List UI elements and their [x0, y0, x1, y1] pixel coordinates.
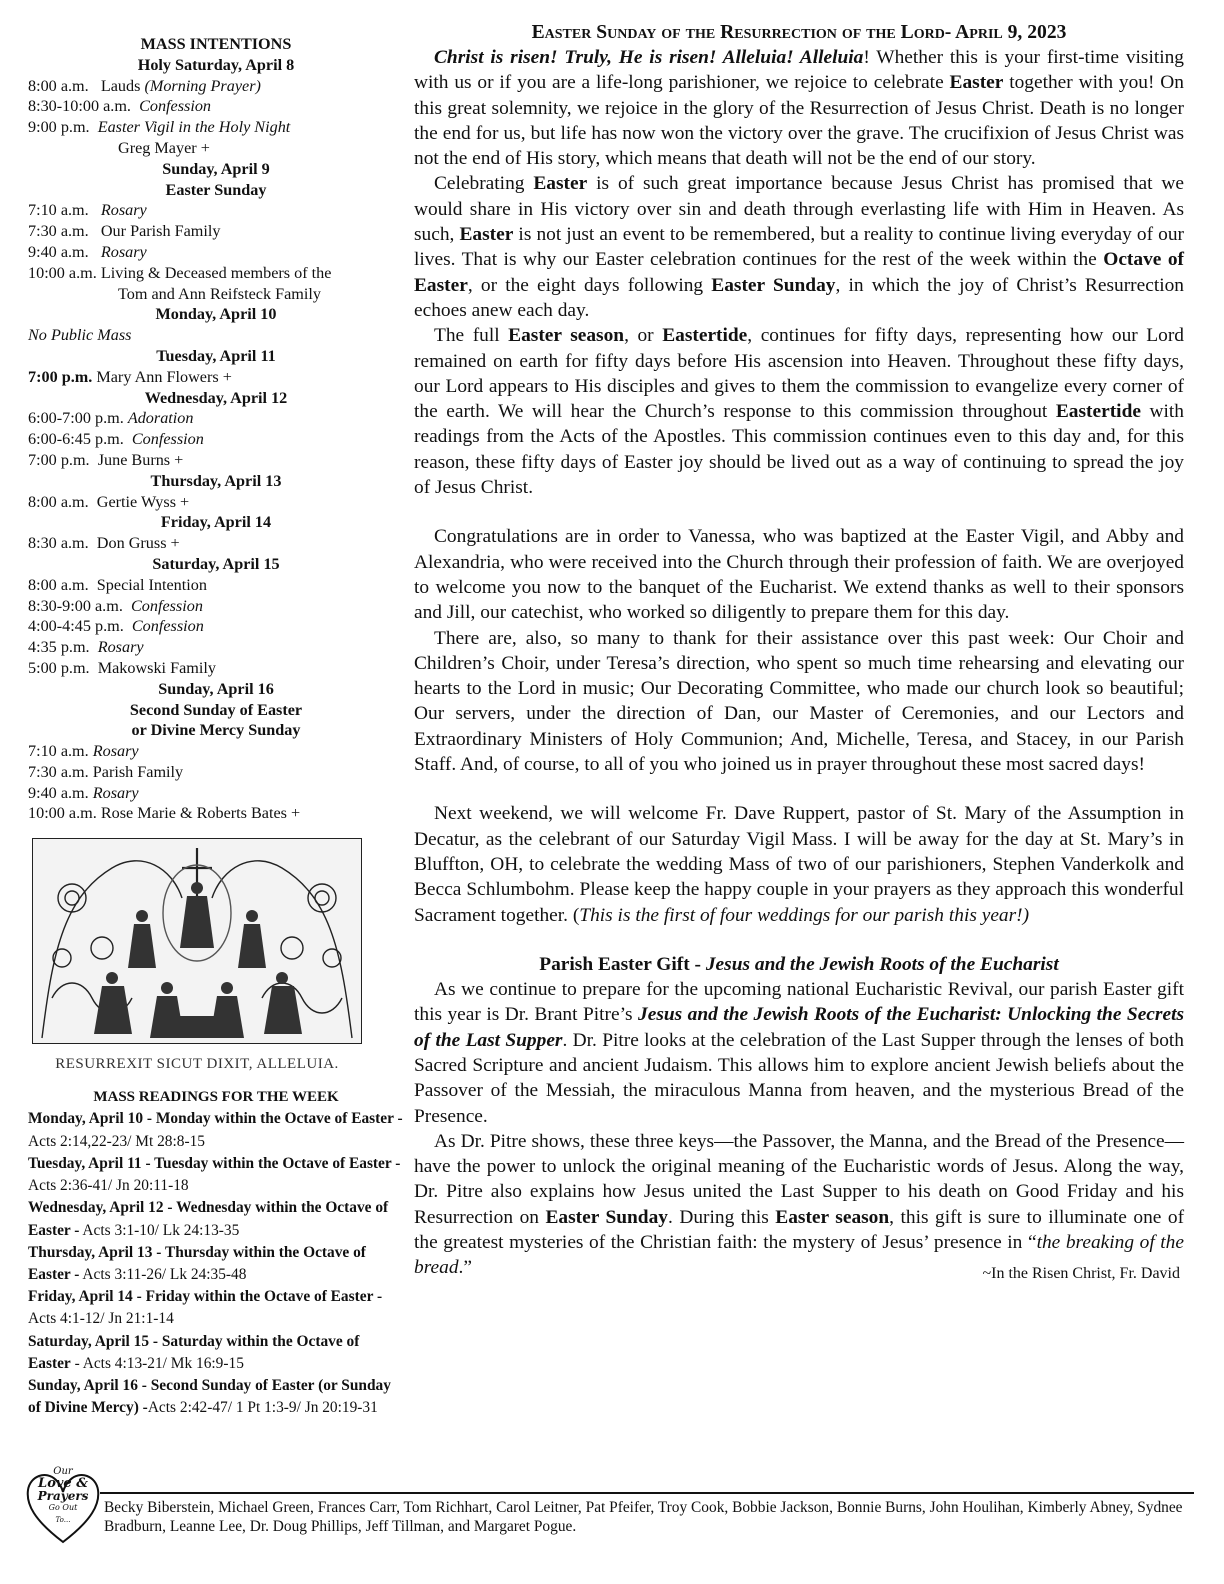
reading-entry: Wednesday, April 12 - Wednesday within the Octave of Easter - Acts 3:1-10/ Lk 24:13-35	[28, 1199, 389, 1239]
mass-readings	[28, 1086, 404, 1419]
letter-paragraph: Congratulations are in order to Vanessa, who was baptized at the Easter Vigil, and Abby and Alexandria, who were received into the Church through their profession of faith. We are overjoyed to welcome you now to the banquet of the Eucharist. We extend thanks as well to their sponsors and Jill, our catechist, who worked so diligently to prepare them for this day.	[414, 526, 1184, 624]
resurrection-engraving-art	[32, 838, 362, 1044]
intention-row: 8:30-9:00 a.m. Confession	[28, 596, 203, 615]
resurrection-engraving	[32, 838, 362, 1073]
logo-line: Our	[53, 1466, 73, 1477]
intention-row: 7:00 p.m. June Burns +	[28, 450, 184, 469]
day-heading: Second Sunday of Easter	[129, 700, 303, 719]
intention-row: 8:00 a.m. Special Intention	[28, 575, 207, 594]
prayer-list	[24, 1462, 1194, 1572]
intention-row: 4:35 p.m. Rosary	[28, 638, 144, 657]
intention-row: 7:00 p.m. Mary Ann Flowers +	[28, 367, 232, 386]
letter-paragraph: As we continue to prepare for the upcoming national Eucharistic Revival, our parish Easter gift this year is Dr. Brant Pitre’s Jesus and the Jewish Roots of the Eucharist: Unlocking the Secrets of the Last Supper. Dr. Pitre looks at the celebration of the Last Supper through the lenses of both Sacred Scripture and ancient Judaism. This allows him to explore ancient Jewish beliefs about the Passover of the Messiah, the miraculous Manna from heaven, and the mysterious Bread of the Presence.	[414, 979, 1185, 1127]
letter-signature: ~In the Risen Christ, Fr. David	[982, 1264, 1180, 1282]
intention-row: 7:30 a.m. Our Parish Family	[28, 222, 221, 241]
prayer-names: Becky Biberstein, Michael Green, Frances Carr, Tom Richhart, Carol Leitner, Pat Pfeifer, Troy Cook, Bobbie Jackson, Bonnie Burns, John Houlihan, Kimberly Abney, Sydnee Bradburn, Leanne Lee, Dr. Doug Phillips, Jeff Tillman, and Margaret Pogue.	[104, 1499, 1183, 1535]
day-heading: or Divine Mercy Sunday	[131, 721, 301, 740]
intention-row: 8:00 a.m. Gertie Wyss +	[28, 492, 190, 511]
reading-entry: Friday, April 14 - Friday within the Octave of Easter - Acts 4:1-12/ Jn 21:1-14	[28, 1288, 383, 1328]
mass-intentions-title: MASS INTENTIONS	[140, 35, 292, 53]
intention-row: 9:00 p.m. Easter Vigil in the Holy Night	[28, 118, 291, 137]
day-heading: Wednesday, April 12	[144, 388, 288, 407]
day-heading: Tuesday, April 11	[156, 346, 276, 365]
intention-row: 7:10 a.m. Rosary	[28, 201, 147, 220]
letter-paragraph: Next weekend, we will welcome Fr. Dave Ruppert, pastor of St. Mary of the Assumption in Decatur, as the celebrant of our Saturday Vigil Mass. I will be away for the day at St. Mary’s in Bluffton, OH, to celebrate the wedding Mass of two of our parishioners, Stephen Vanderkolk and Becca Schlumbohm. Please keep the happy couple in your prayers as they approach this wonderful Sacrament together. (This is the first of four weddings for our parish this year!)	[414, 803, 1184, 926]
intention-row: Tom and Ann Reifsteck Family	[118, 284, 321, 303]
intention-row: 4:00-4:45 p.m. Confession	[28, 617, 204, 636]
letter-paragraph: There are, also, so many to thank for their assistance over this past week: Our Choir and Children’s Choir, under Teresa’s direction, who spent so much time rehearsing and elevating our hearts to the Lord in music; Our Decorating Committee, who made our church look so beautiful; Our servers, under the direction of Dan, our Master of Ceremonies, and our Lectors and Extraordinary Ministers of Holy Communion; And, Michelle, Teresa, and Stacey, in our Parish Staff. And, of course, to all of you who joined us in prayer throughout these most sacred days!	[414, 627, 1184, 776]
logo-line: Prayers	[37, 1489, 89, 1503]
footer-divider	[100, 1492, 1194, 1494]
intention-row: 9:40 a.m. Rosary	[28, 242, 147, 261]
intention-row: 10:00 a.m. Living & Deceased members of the	[28, 263, 332, 282]
intention-row: 6:00-6:45 p.m. Confession	[28, 430, 204, 449]
day-heading: Holy Saturday, April 8	[137, 55, 295, 74]
reading-entry: Sunday, April 16 - Second Sunday of Easter (or Sunday of Divine Mercy) -Acts 2:42-47/ 1 Pt 1:3-9/ Jn 20:19-31	[28, 1376, 391, 1417]
reading-entry: Saturday, April 15 - Saturday within the Octave of Easter - Acts 4:13-21/ Mk 16:9-15	[28, 1332, 360, 1372]
reading-entry: Tuesday, April 11 - Tuesday within the Octave of Easter - Acts 2:36-41/ Jn 20:11-18	[28, 1154, 401, 1195]
intention-row: No Public Mass	[28, 326, 132, 345]
day-heading: Monday, April 10	[155, 305, 277, 324]
day-heading: Sunday, April 16	[158, 679, 274, 698]
day-heading: Saturday, April 15	[152, 554, 280, 573]
gift-heading: Parish Easter Gift - Jesus and the Jewish Roots of the Eucharist	[539, 953, 1059, 975]
intention-row: 7:30 a.m. Parish Family	[28, 762, 184, 781]
letter-paragraph: As Dr. Pitre shows, these three keys—the Passover, the Manna, and the Bread of the Presence—have the power to unlock the original meaning of the Eucharistic words of Jesus. Along the way, Dr. Pitre also explains how Jesus united the Last Supper to his death on Good Friday and his Resurrection on Easter Sunday. During this Easter season, this gift is sure to illuminate one of the greatest mysteries of the Christian faith: the mystery of Jesus’ presence in “the breaking of the bread.”	[414, 1130, 1185, 1279]
logo-line: To...	[55, 1516, 71, 1524]
logo-line: Love &	[38, 1476, 88, 1491]
intention-row: 10:00 a.m. Rose Marie & Roberts Bates +	[28, 804, 301, 823]
letter-paragraph: Christ is risen! Truly, He is risen! Alleluia! Alleluia! Whether this is your first-time visiting with us or if you are a life-long parishioner, we rejoice to celebrate Easter together with you! On this great solemnity, we rejoice in the glory of the Resurrection of Jesus Christ. Death is no longer the end for us, but life has now won the victory over the grave. The crucifixion of Jesus Christ was not the end of His story, which means that death will not be the end of our story.	[414, 47, 1184, 170]
intention-row: Greg Mayer +	[118, 138, 210, 157]
intention-row: 7:10 a.m. Rosary	[28, 742, 139, 761]
intention-row: 5:00 p.m. Makowski Family	[28, 658, 216, 677]
intention-row: 9:40 a.m. Rosary	[28, 783, 139, 802]
day-heading: Sunday, April 9	[162, 159, 270, 178]
letter-paragraph: The full Easter season, or Eastertide, continues for fifty days, representing how our Lord remained on earth for fifty days before His ascension into Heaven. Throughout these fifty days, our Lord appears to His disciples and gives to them the commission to evangelize every corner of the earth. We will hear the Church’s response to this commission throughout Eastertide with readings from the Acts of the Apostles. This commission continues even to this day and, for this reason, these fifty days of Easter joy should be lived out as a way of continuing to spread the joy of Jesus Christ.	[414, 325, 1184, 499]
reading-entry: Thursday, April 13 - Thursday within the Octave of Easter - Acts 3:11-26/ Lk 24:35-48	[28, 1243, 366, 1283]
day-heading: Friday, April 14	[160, 513, 272, 532]
intention-row: 8:30 a.m. Don Gruss +	[28, 534, 180, 553]
engraving-caption: RESURREXIT SICUT DIXIT, ALLELUIA.	[55, 1056, 339, 1073]
love-and-prayers-logo	[24, 1462, 102, 1546]
letter-heading: Easter Sunday of the Resurrection of the Lord- April 9, 2023	[531, 22, 1067, 43]
day-heading: Easter Sunday	[165, 180, 267, 199]
letter-paragraph: Celebrating Easter is of such great importance because Jesus Christ has promised that we would share in His victory over sin and death through everlasting life with Him in Heaven. As such, Easter is not just an event to be remembered, but a reality to continue living everyday of our lives. That is why our Easter celebration continues for the rest of the week within the Octave of Easter, or the eight days following Easter Sunday, in which the joy of Christ’s Resurrection echoes anew each day.	[414, 173, 1185, 321]
day-heading: Thursday, April 13	[150, 471, 282, 490]
intention-row: 6:00-7:00 p.m. Adoration	[28, 409, 194, 428]
pastor-letter	[414, 20, 1184, 1286]
mass-intentions-column	[28, 34, 404, 1419]
intention-row: 8:00 a.m. Lauds (Morning Prayer)	[28, 76, 261, 95]
readings-title: MASS READINGS FOR THE WEEK	[93, 1089, 339, 1106]
reading-entry: Monday, April 10 - Monday within the Octave of Easter - Acts 2:14,22-23/ Mt 28:8-15	[28, 1110, 403, 1150]
logo-line: Go Out	[48, 1503, 78, 1512]
intention-row: 8:30-10:00 a.m. Confession	[28, 97, 212, 116]
